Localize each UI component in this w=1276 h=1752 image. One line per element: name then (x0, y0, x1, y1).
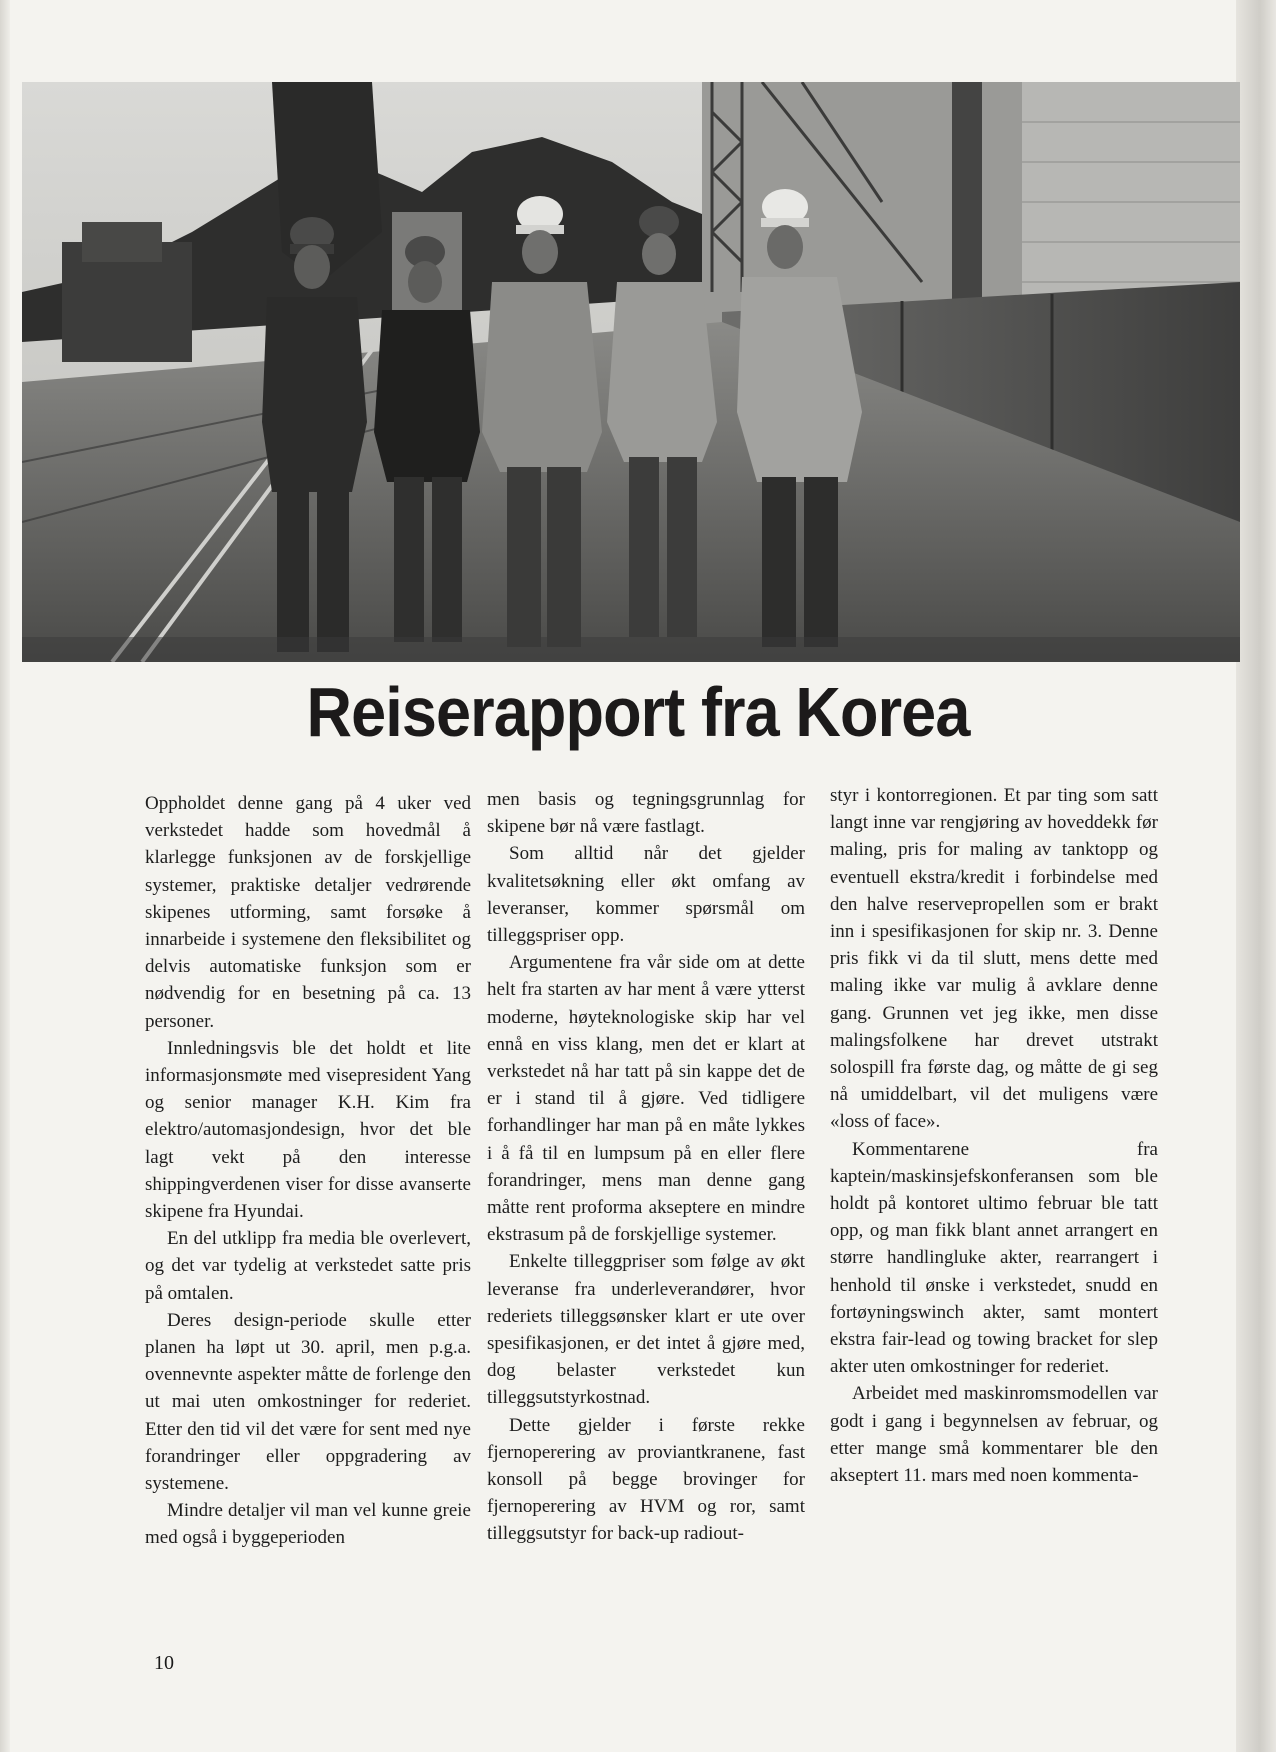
paragraph: Innledningsvis ble det holdt et lite informasjonsmøte med visepresident Yang og senior manager K.H. Kim fra elektro/automasjondesign, hvor det ble lagt vekt på den interesse shippingverdenen viser for disse avanserte skipene fra Hyundai. (145, 1037, 471, 1223)
paragraph: Mindre detaljer vil man vel kunne greie med også i byggeperioden (145, 1500, 471, 1549)
paragraph: Argumentene fra vår side om at dette helt fra starten av har ment å være ytterst moderne, høyteknologiske skip har vel ennå en viss klang, men det er klart at verkstedet nå har tatt på sin kappe det de er i stand til å gjøre. Ved tidligere forhandlinger har man på en måte lykkes i å få til en lumpsum på en eller flere forandringer, mens man denne gang måtte rent proforma akseptere en mindre ekstrasum på de forskjellige systemer. (487, 952, 805, 1246)
paragraph: En del utklipp fra media ble overlevert, og det var tydelig at verkstedet satte pris på omtalen. (145, 1228, 471, 1304)
paragraph: styr i kontorregionen. Et par ting som satt langt inne var rengjøring av hoveddekk før maling, pris for maling av tanktopp og eventuell ekstra/kredit i forbindelse med den halve reservepropellen som er brakt inn i spesifikasjonen for skip nr. 3. Denne pris fikk vi da til slutt, mens dette med maling ikke var mulig å avklare denne gang. Grunnen vet jeg ikke, men disse malingsfolkene har drevet utstrakt solospill fra første dag, og måtte de gi seg nå umiddelbart, vil det muligens være «loss of face». (830, 785, 1158, 1133)
paragraph: Enkelte tilleggpriser som følge av økt leveranse fra underleverandører, hvor rederiets tilleggsønsker klart er ute over spesifikasjonen, er det intet å gjøre med, dog belaster verkstedet kun tilleggsutstyrkostnad. (487, 1251, 805, 1409)
paragraph: Kommentarene fra kaptein/maskinsjefskonferansen som ble holdt på kontoret ultimo februar ble tatt opp, og man fikk blant annet arrangert en større handlingluke akter, rearrangert i henhold til ønske i verkstedet, snudd en fortøyningswinch akter, samt montert ekstra fair-lead og towing bracket for slep akter uten omkostninger for rederiet. (830, 1138, 1158, 1378)
text-column-3 (830, 782, 1158, 1489)
paragraph: Arbeidet med maskinromsmodellen var godt i gang i begynnelsen av februar, og etter mange små kommentarer ble den akseptert 11. mars med noen kommenta- (830, 1383, 1158, 1487)
page-edge-left (0, 0, 10, 1752)
shipyard-photo (22, 82, 1240, 662)
paragraph: men basis og tegningsgrunnlag for skipene bør nå være fastlagt. (487, 789, 805, 838)
page-edge-right (1236, 0, 1276, 1752)
paragraph: Oppholdet denne gang på 4 uker ved verkstedet hadde som hovedmål å klarlegge funksjonen av de forskjellige systemer, praktiske detaljer vedrørende skipenes utforming, samt forsøke å innarbeide i systemene den fleksibilitet og delvis automatiske funksjon som er nødvendig for en besetning på ca. 13 personer. (145, 793, 471, 1032)
text-column-1 (145, 790, 471, 1552)
paragraph: Deres design-periode skulle etter planen ha løpt ut 30. april, men p.g.a. ovennevnte aspekter måtte de forlenge den ut mai uten omkostninger for rederiet. Etter den tid vil det være for sent med nye forandringer eller oppgradering av systemene. (145, 1309, 471, 1495)
page-number: 10 (154, 1652, 174, 1674)
article-title: Reiserapport fra Korea (306, 673, 970, 751)
paragraph: Dette gjelder i første rekke fjernoperering av proviantkranene, fast konsoll på begge brovinger for fjernoperering av HVM og ror, samt tilleggsutstyr for back-up radiout- (487, 1414, 805, 1545)
paragraph: Som alltid når det gjelder kvalitetsøkning eller økt omfang av leveranser, kommer spørsmål om tilleggspriser opp. (487, 843, 805, 947)
text-column-2 (487, 786, 805, 1548)
